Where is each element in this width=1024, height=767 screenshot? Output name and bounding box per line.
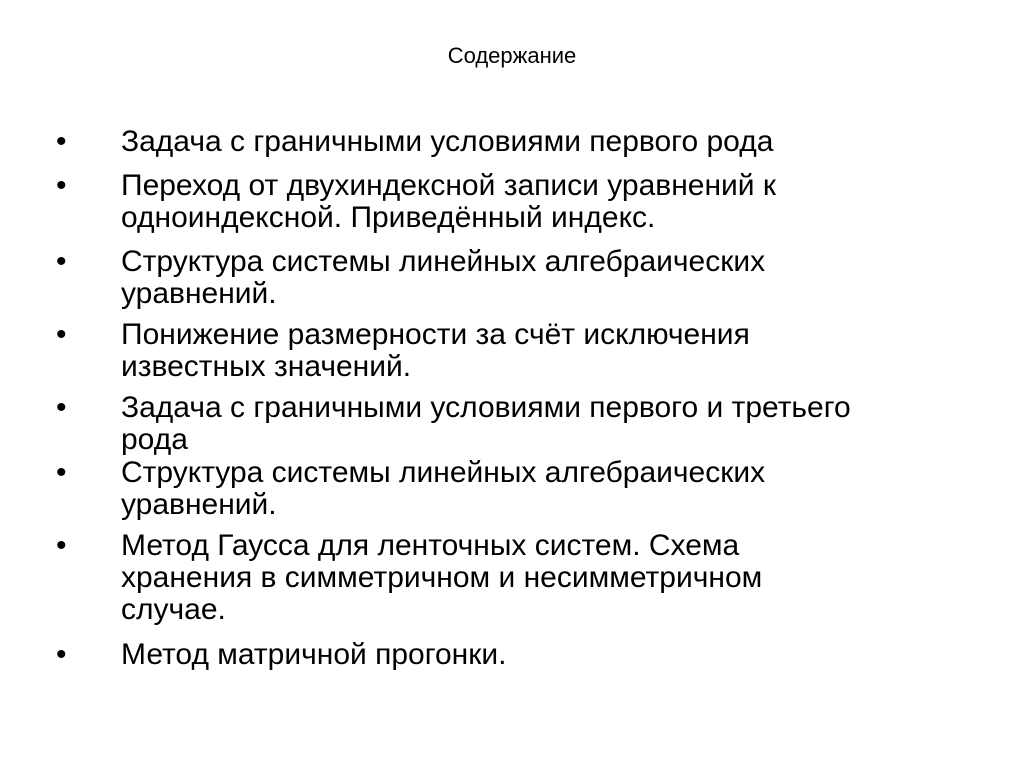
list-item-text: Метод Гаусса для ленточных систем. Схема хранения в симметричном и несимметричном случае.	[121, 529, 763, 626]
list-item-text: Структура системы линейных алгебраических уравнений.	[121, 245, 766, 310]
bullet-icon: •	[56, 245, 67, 278]
list-item-text: Переход от двухиндексной записи уравнений к одноиндексной. Приведённый индекс.	[121, 169, 776, 234]
list-item-text: Задача с граничными условиями первого рода	[121, 125, 774, 158]
list-item-text: Задача с граничными условиями первого и третьего рода	[121, 391, 851, 456]
bullet-icon: •	[56, 391, 67, 424]
bullet-icon: •	[56, 638, 67, 671]
list-item-text: Метод матричной прогонки.	[121, 638, 507, 671]
bullet-icon: •	[56, 125, 67, 158]
list-item-text: Структура системы линейных алгебраических уравнений.	[121, 456, 766, 521]
bullet-icon: •	[56, 318, 67, 351]
bullet-icon: •	[56, 169, 67, 202]
bullet-icon: •	[56, 529, 67, 562]
list-item-text: Понижение размерности за счёт исключения известных значений.	[121, 318, 750, 383]
bullet-icon: •	[56, 456, 67, 489]
slide-title: Содержание	[447, 43, 577, 68]
